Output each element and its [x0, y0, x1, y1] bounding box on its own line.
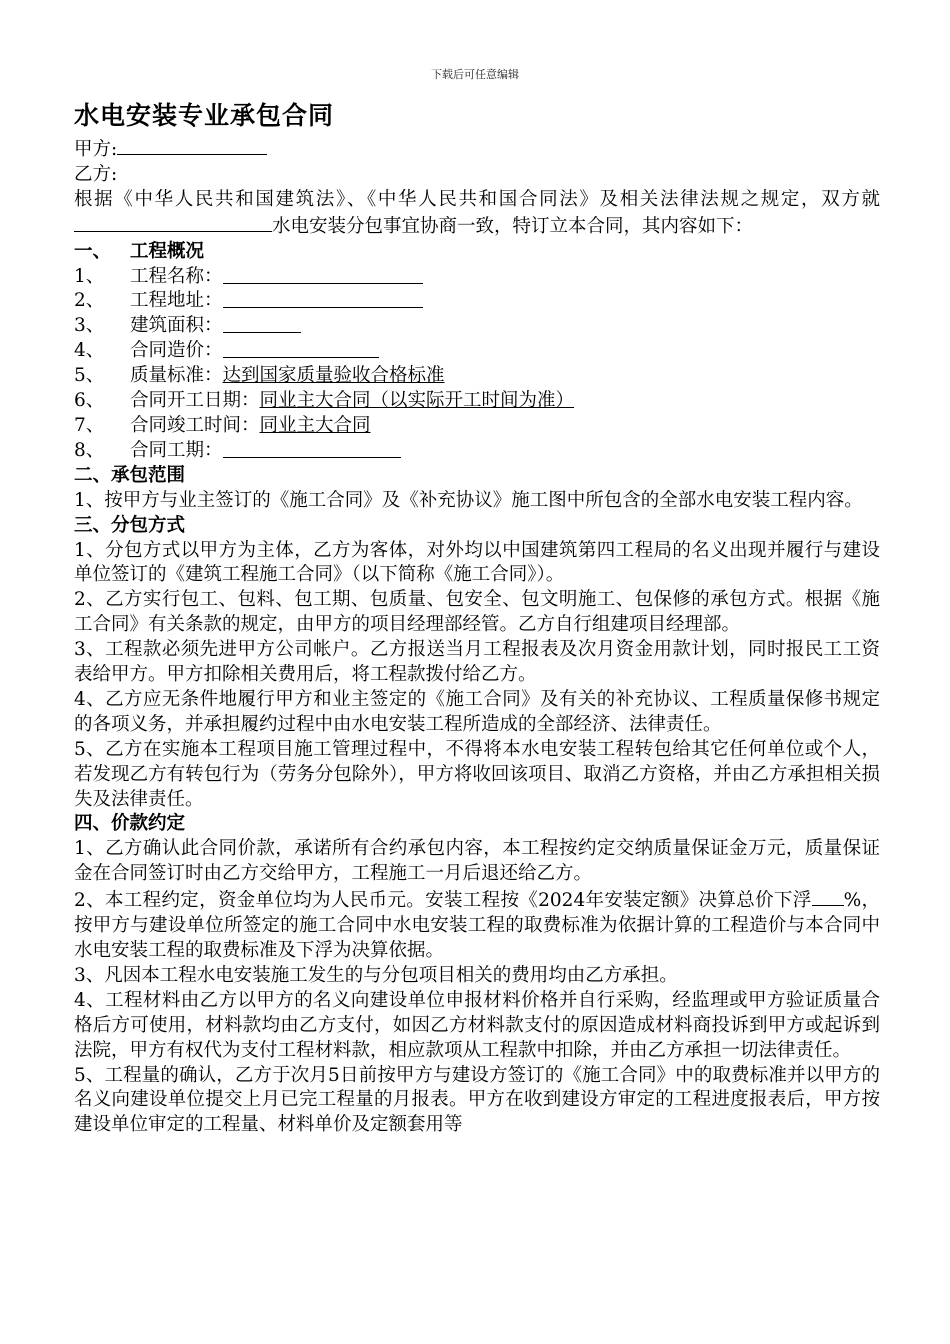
- item-label: 合同竣工时间：: [130, 414, 260, 436]
- section-4-paragraph: 4、工程材料由乙方以甲方的名义向建设单位申报材料价格并自行采购，经监理或甲方验证质量合格后方可使用，材料款均由乙方支付，如因乙方材料款支付的原因造成材料商投诉到甲方或起诉到法院，甲方有权代为支付工程材料款，相应款项从工程款中扣除，并由乙方承担一切法律责任。: [74, 989, 880, 1061]
- section-3-paragraph: 1、分包方式以甲方为主体，乙方为客体，对外均以中国建筑第四工程局的名义出现并履行与建设单位签订的《建筑工程施工合同》（以下简称《施工合同》）。: [74, 539, 880, 586]
- overview-item: [74, 339, 880, 364]
- item-blank: [223, 339, 379, 358]
- section-3-paragraph: 2、乙方实行包工、包料、包工期、包质量、包安全、包文明施工、包保修的承包方式。根据《施工合同》有关条款的规定，由甲方的项目经理部经管。乙方自行组建项目经理部。: [74, 589, 880, 636]
- overview-item: [74, 289, 880, 314]
- intro-text-after: 水电安装分包事宜协商一致，特订立本合同，其内容如下：: [272, 215, 754, 237]
- item-label: 合同工期：: [130, 439, 223, 461]
- section-1-number: 一、: [74, 240, 112, 262]
- party-b-line: [74, 163, 880, 188]
- item-label: 质量标准：: [130, 365, 223, 387]
- party-a-label: 甲方:: [74, 139, 118, 160]
- item-blank: [223, 439, 401, 458]
- section-3-paragraph: 4、乙方应无条件地履行甲方和业主签定的《施工合同》及有关的补充协议、工程质量保修书规定的各项义务，并承担履约过程中由水电安装工程所造成的全部经济、法律责任。: [74, 688, 880, 735]
- item-value: 达到国家质量验收合格标准: [222, 365, 445, 387]
- item-label: 工程地址：: [130, 290, 223, 312]
- intro-paragraph: [74, 188, 880, 240]
- section-3-heading: 三、分包方式: [74, 514, 186, 536]
- item-label: 合同造价：: [130, 340, 223, 362]
- item-label: 建筑面积：: [130, 315, 223, 337]
- item-value: 同业主大合同: [259, 414, 371, 436]
- document-body: [74, 98, 880, 1138]
- document-title: 水电安装专业承包合同: [74, 101, 335, 130]
- section-4-paragraph: 5、工程量的确认，乙方于次月5日前按甲方与建设方签订的《施工合同》中的取费标准并以甲方的名义向建设单位提交上月已完工程量的月报表。甲方在收到建设方审定的工程进度报表后，甲方按建设单位审定的工程量、材料单价及定额套用等: [74, 1064, 880, 1136]
- section-4-heading: 四、价款约定: [74, 813, 186, 835]
- section-2-heading: 二、承包范围: [74, 464, 186, 486]
- party-a-line: [74, 136, 880, 163]
- overview-item: [74, 364, 880, 389]
- item-number: 3、: [74, 315, 105, 337]
- section-1-title: 工程概况: [130, 240, 205, 262]
- discount-percent-blank: [812, 887, 844, 906]
- overview-item: [74, 389, 880, 414]
- header-note: 下载后可任意编辑: [431, 68, 519, 81]
- item-blank: [223, 289, 423, 308]
- section-3-paragraph: 5、乙方在实施本工程项目施工管理过程中，不得将本水电安装工程转包给其它任何单位或个人，若发现乙方有转包行为（劳务分包除外），甲方将收回该项目、取消乙方资格，并由乙方承担相关损失及法律责任。: [74, 738, 880, 810]
- section-1-heading: [74, 240, 880, 265]
- discount-text-after: %，按甲方与建设单位所签定的施工合同中水电安装工程的取费标准为依据计算的工程造价与本合同中水电安装工程的取费标准及下浮为决算依据。: [74, 890, 880, 961]
- overview-item: [74, 439, 880, 464]
- section-4-paragraph: [74, 887, 880, 964]
- overview-item: [74, 314, 880, 339]
- item-number: 7、: [74, 414, 105, 436]
- project-name-blank: [74, 213, 272, 232]
- item-number: 8、: [74, 439, 105, 461]
- item-number: 6、: [74, 390, 105, 412]
- intro-text-before: 根据《中华人民共和国建筑法》、《中华人民共和国合同法》及相关法律法规之规定，双方就: [74, 188, 880, 210]
- item-label: 工程名称：: [130, 265, 223, 287]
- item-label: 合同开工日期：: [130, 390, 260, 412]
- item-value: 同业主大合同（以实际开工时间为准）: [259, 390, 575, 412]
- section-4-paragraph: 1、乙方确认此合同价款，承诺所有合约承包内容，本工程按约定交纳质量保证金万元，质量保证金在合同签订时由乙方交给甲方，工程施工一月后退还给乙方。: [74, 838, 880, 885]
- item-number: 2、: [74, 290, 105, 312]
- section-2-paragraph: 1、按甲方与业主签订的《施工合同》及《补充协议》施工图中所包含的全部水电安装工程内容。: [74, 489, 863, 511]
- section-4-paragraph: 3、凡因本工程水电安装施工发生的与分包项目相关的费用均由乙方承担。: [74, 964, 678, 986]
- party-a-blank: [117, 136, 267, 155]
- item-number: 4、: [74, 340, 105, 362]
- item-number: 1、: [74, 265, 105, 287]
- overview-item: [74, 265, 880, 290]
- section-3-paragraph: 3、工程款必须先进甲方公司帐户。乙方报送当月工程报表及次月资金用款计划，同时报民工工资表给甲方。甲方扣除相关费用后，将工程款拨付给乙方。: [74, 639, 880, 686]
- item-blank: [223, 265, 423, 284]
- overview-item: [74, 414, 880, 439]
- item-blank: [223, 314, 301, 333]
- party-b-label: 乙方:: [74, 163, 118, 185]
- discount-text-before: 2、本工程约定，资金单位均为人民币元。安装工程按《2024年安装定额》决算总价下浮: [74, 890, 812, 912]
- item-number: 5、: [74, 365, 105, 387]
